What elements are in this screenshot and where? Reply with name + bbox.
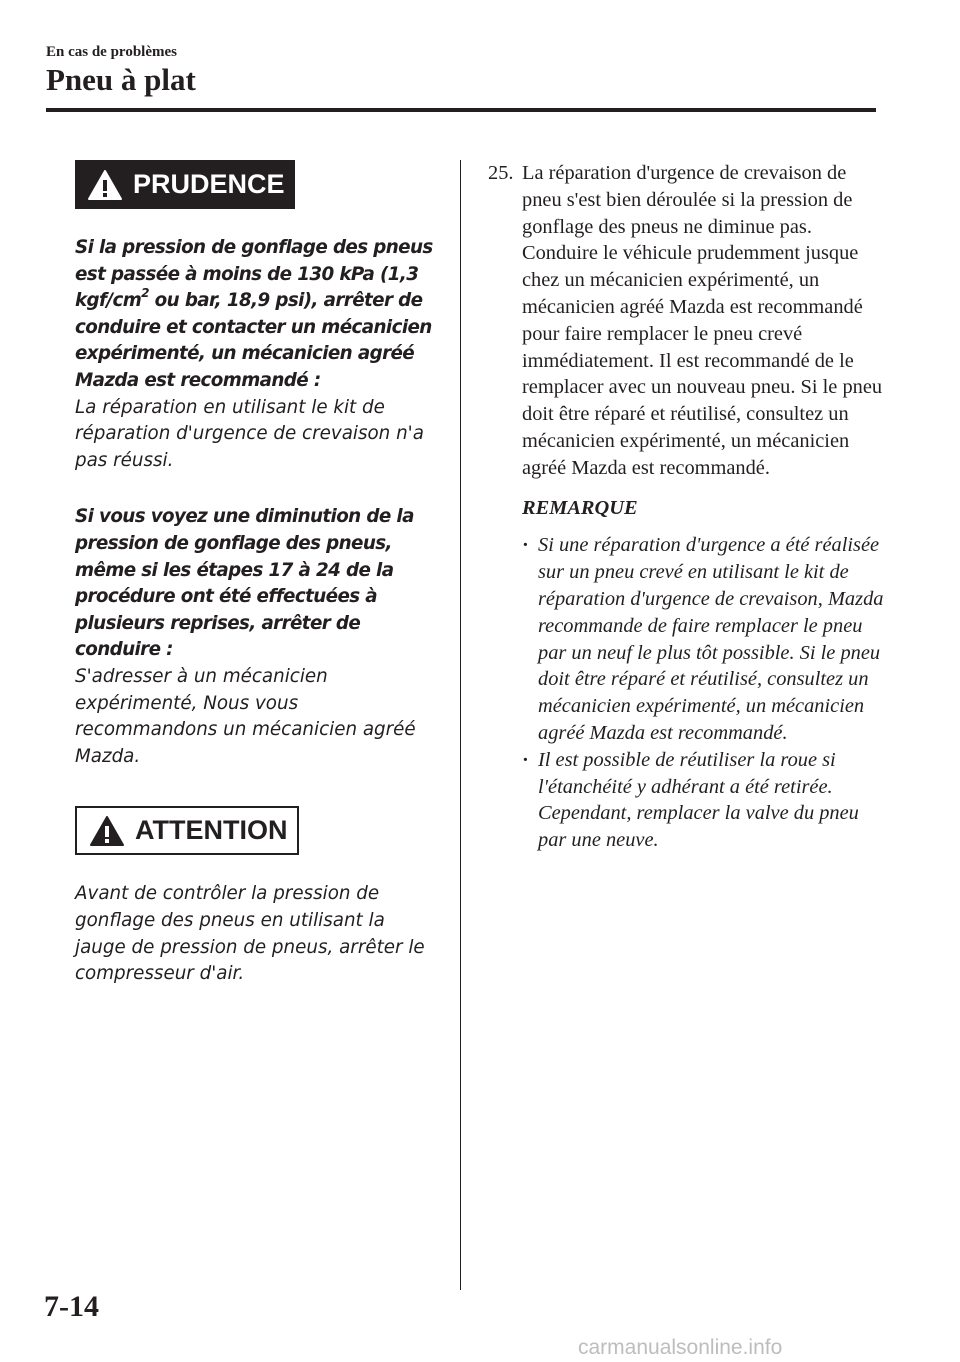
warning-triangle-icon — [87, 169, 123, 201]
step-number: 25. — [488, 162, 514, 184]
attention-label: ATTENTION — [135, 815, 288, 846]
list-item — [522, 747, 888, 854]
section-label: En cas de problèmes — [46, 44, 177, 60]
bullet-icon: · — [522, 534, 529, 557]
caution-block1-heading-a: Si la pression de gonflage des pneus est passée à moins de 130 kPa (1,3 kgf/cm — [75, 237, 433, 312]
column-divider — [460, 160, 461, 1290]
right-column — [488, 160, 888, 854]
caution-block1-superscript: 2 — [141, 286, 149, 301]
page-title: Pneu à plat — [46, 62, 196, 97]
watermark: carmanualsonline.info — [578, 1336, 783, 1359]
attention-badge — [75, 806, 299, 855]
caution-badge — [75, 160, 295, 209]
bullet-icon: · — [522, 748, 529, 771]
caution-block2-heading: Si vous voyez une diminution de la pression de gonflage des pneus, même si les étapes 17 à 24 de la procédure ont été effectuées à plusieurs reprises, arrêter de conduire : — [75, 506, 414, 661]
warning-triangle-icon — [89, 815, 125, 847]
caution-block2-text: S'adresser à un mécanicien expérimenté, Nous vous recommandons un mécanicien agréé Mazda. — [75, 666, 416, 767]
page-number: 7-14 — [44, 1290, 99, 1323]
caution-block1-heading-b: ou bar, 18,9 psi), arrêter de conduire et contacter un mécanicien expérimenté, un mécanicien agréé Mazda est recommandé : — [75, 290, 432, 392]
remarque-title: REMARQUE — [522, 496, 638, 519]
list-item — [522, 532, 888, 746]
caution-block1-text: La réparation en utilisant le kit de réparation d'urgence de crevaison n'a pas réussi. — [75, 396, 424, 471]
caution-block1-heading — [75, 235, 440, 395]
remarque-item-text: Si une réparation d'urgence a été réalisée sur un pneu crevé en utilisant le kit de réparation d'urgence de crevaison, Mazda recommande de faire remplacer le pneu par un neuf le plus tôt possible. Si le pneu doit être réparé et réutilisé, consultez un mécanicien expérimenté, un mécanicien agréé Mazda est recommandé. — [538, 534, 884, 744]
caution-label: PRUDENCE — [133, 169, 285, 199]
step-25 — [488, 160, 888, 482]
step-text: La réparation d'urgence de crevaison de pneu s'est bien déroulée si la pression de gonflage des pneus ne diminue pas. Conduire le véhicule prudemment jusque chez un mécanicien expérimenté, un mécanicien agréé Mazda est recommandé pour faire remplacer le pneu crevé immédiatement. Il est recommandé de le remplacer avec un nouveau pneu. Si le pneu doit être réparé et réutilisé, consultez un mécanicien expérimenté, un mécanicien agréé Mazda est recommandé. — [522, 162, 883, 479]
header-rule — [46, 108, 876, 112]
left-column — [75, 160, 440, 988]
attention-text: Avant de contrôler la pression de gonflage des pneus en utilisant la jauge de pression de pneus, arrêter le compresseur d'air. — [75, 883, 425, 985]
remarque-item-text: Il est possible de réutiliser la roue si l'étanchéité y adhérant a été retirée. Cependant, remplacer la valve du pneu par une neuve. — [538, 748, 859, 852]
remarque-list — [522, 532, 888, 854]
